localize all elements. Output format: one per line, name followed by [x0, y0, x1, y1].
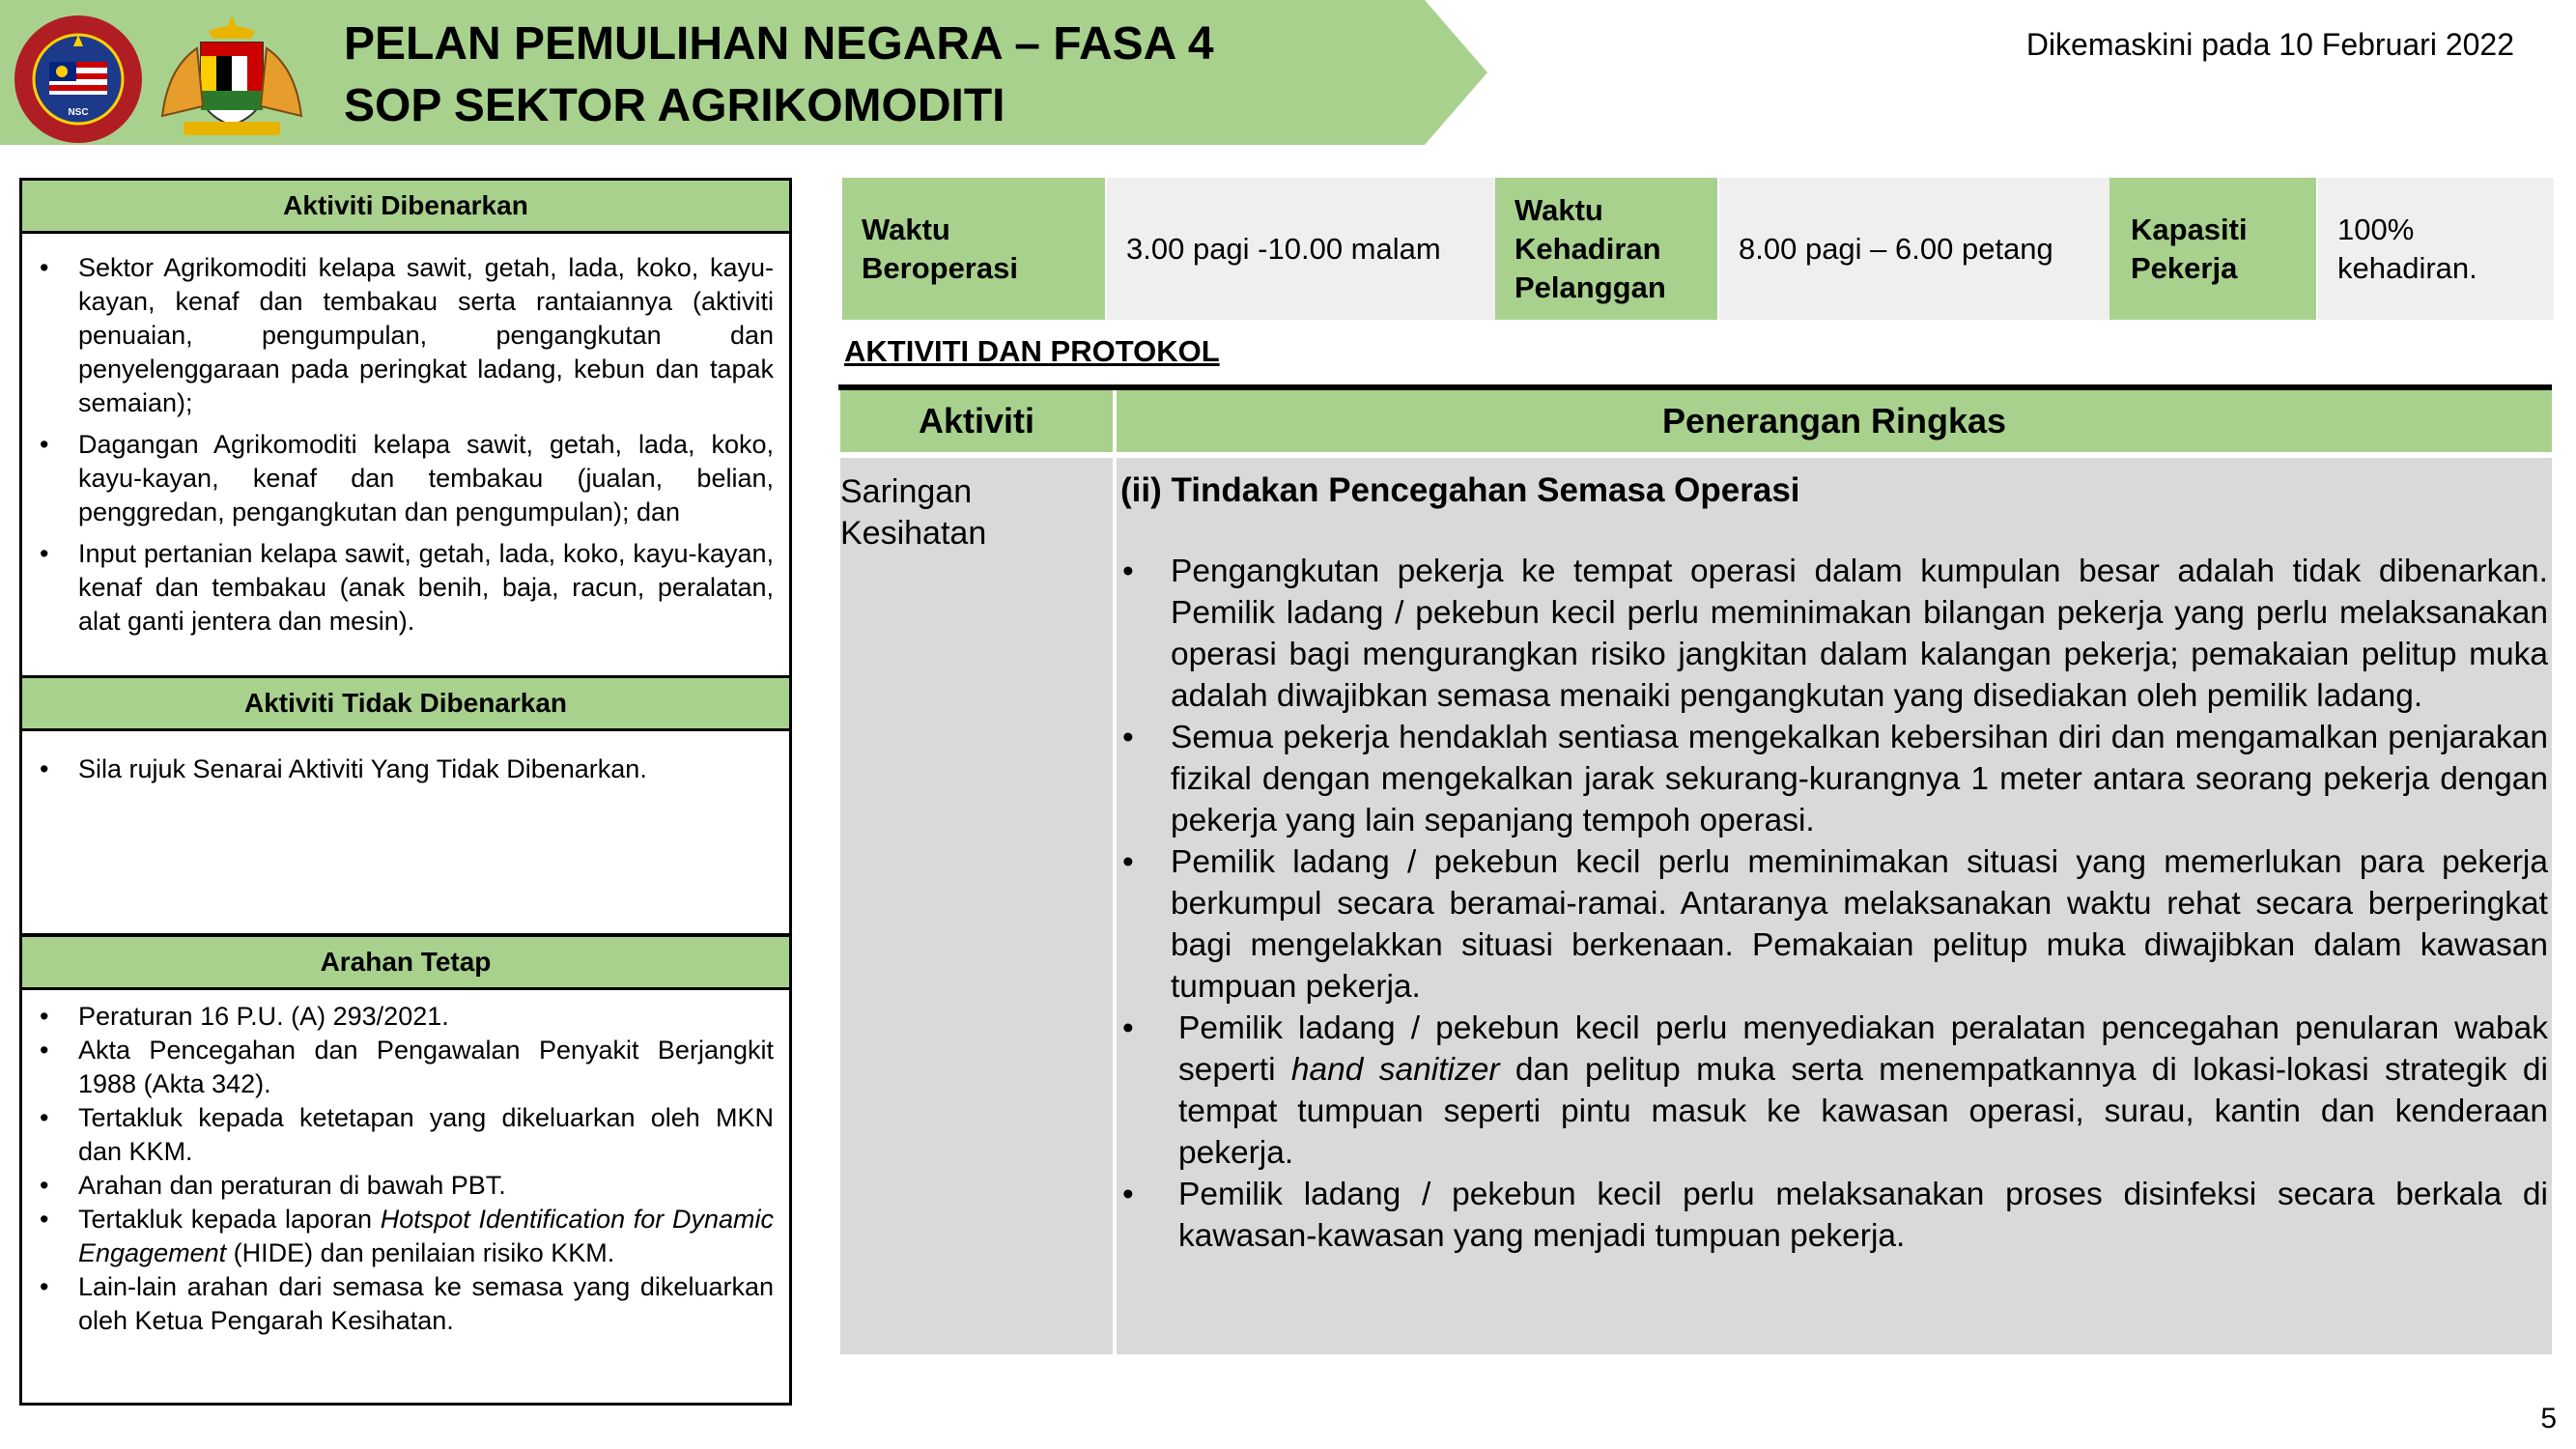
list-item: • Pemilik ladang / pekebun kecil perlu meminimakan situasi yang memerlukan para pekerja berkumpul secara beramai-ramai. Antaranya melaksanakan waktu rehat secara berperingkat bagi mengelakkan situasi berkenaan. Pemakaian pelitup muka diwajibkan dalam kawasan tumpuan pekerja.	[1171, 841, 2548, 1008]
list-item: • Akta Pencegahan dan Pengawalan Penyakit Berjangkit 1988 (Akta 342).	[78, 1034, 789, 1101]
list-item: • Tertakluk kepada ketetapan yang dikeluarkan oleh MKN dan KKM.	[78, 1101, 789, 1169]
nsc-logo	[6, 12, 151, 145]
description-list	[1120, 551, 2548, 1257]
allowed-activities-heading: Aktiviti Dibenarkan	[22, 181, 789, 234]
standing-directives-heading: Arahan Tetap	[22, 937, 789, 990]
description-subtitle: (ii) Tindakan Pencegahan Semasa Operasi	[1120, 471, 1800, 509]
malaysia-coat-of-arms-logo	[155, 10, 309, 145]
list-item: • Semua pekerja hendaklah sentiasa mengekalkan kebersihan diri dan mengamalkan penjarakan fizikal dengan mengekalkan jarak sekurang-kurangnya 1 meter antara seorang pekerja dengan pekerja yang lain sepanjang tempoh operasi.	[1171, 717, 2548, 841]
list-item: • Dagangan Agrikomoditi kelapa sawit, getah, lada, koko, kayu-kayan, kenaf dan tembakau (jualan, belian, penggredan, pengangkutan dan pengumpulan); dan	[78, 428, 789, 529]
list-item: • Arahan dan peraturan di bawah PBT.	[78, 1169, 789, 1203]
hand-sanitizer-italic-text: hand sanitizer	[1290, 1052, 1500, 1088]
list-item: • Sila rujuk Senarai Aktiviti Yang Tidak Dibenarkan.	[78, 753, 789, 786]
customer-hours-label: Waktu Kehadiran Pelanggan	[1495, 178, 1717, 320]
list-item-text: Tertakluk kepada laporan	[78, 1205, 381, 1234]
operating-hours-label: Waktu Beroperasi	[842, 178, 1105, 320]
list-item: • Peraturan 16 P.U. (A) 293/2021.	[78, 1000, 789, 1034]
updated-date: Dikemaskini pada 10 Februari 2022	[2025, 27, 2514, 62]
worker-capacity-value: 100% kehadiran.	[2318, 178, 2554, 320]
list-item: • Sektor Agrikomoditi kelapa sawit, getah, lada, koko, kayu-kayan, kenaf dan tembakau serta rantaiannya (aktiviti penuaian, pengumpulan, pengangkutan dan penyelenggaraan pada peringkat ladang, kebun dan tapak semaian);	[78, 251, 789, 420]
section-heading: AKTIVITI DAN PROTOKOL	[844, 334, 1220, 368]
page-title: PELAN PEMULIHAN NEGARA – FASA 4	[344, 18, 1214, 70]
list-item	[1171, 1008, 2548, 1174]
not-allowed-activities-box	[19, 675, 792, 936]
list-item-text: Pemilik ladang / pekebun kecil perlu menyediakan peralatan pencegahan penularan wabak seperti	[1178, 1010, 2548, 1088]
not-allowed-activities-list	[22, 731, 789, 786]
operating-hours-value: 3.00 pagi -10.00 malam	[1107, 178, 1495, 320]
standing-directives-list	[22, 990, 789, 1338]
column-header-activity: Aktiviti	[840, 390, 1113, 452]
list-item: • Pengangkutan pekerja ke tempat operasi dalam kumpulan besar adalah tidak dibenarkan. Pemilik ladang / pekebun kecil perlu meminimakan bilangan pekerja yang perlu melaksanakan operasi bagi mengurangkan risiko jangkitan dalam kalangan pekerja; pemakaian pelitup muka adalah diwajibkan semasa menaiki pengangkutan yang disediakan oleh pemilik ladang.	[1171, 551, 2548, 717]
list-item-text-tail: dan pelitup muka serta menempatkannya di lokasi-lokasi strategik di tempat tumpuan seperti pintu masuk ke kawasan operasi, surau, kantin dan kenderaan pekerja.	[1178, 1052, 2549, 1171]
column-header-description: Penerangan Ringkas	[1117, 390, 2552, 452]
hide-italic-text: Hotspot Identification for Dynamic Engagement	[78, 1205, 774, 1267]
allowed-activities-list	[22, 234, 789, 639]
list-item: • Pemilik ladang / pekebun kecil perlu melaksanakan proses disinfeksi secara berkala di kawasan-kawasan yang menjadi tumpuan pekerja.	[1171, 1174, 2548, 1257]
allowed-activities-box	[19, 178, 792, 678]
list-item-text-tail: (HIDE) dan penilaian risiko KKM.	[226, 1238, 615, 1267]
list-item	[78, 1203, 789, 1270]
page-subtitle: SOP SEKTOR AGRIKOMODITI	[344, 80, 1005, 131]
worker-capacity-label: Kapasiti Pekerja	[2109, 178, 2316, 320]
description-cell	[1117, 458, 2552, 1354]
list-item: • Input pertanian kelapa sawit, getah, lada, koko, kayu-kayan, kenaf dan tembakau (anak benih, baja, racun, peralatan, alat ganti jentera dan mesin).	[78, 537, 789, 639]
standing-directives-box	[19, 934, 792, 1406]
page-number: 5	[2540, 1403, 2557, 1435]
not-allowed-activities-heading: Aktiviti Tidak Dibenarkan	[22, 678, 789, 731]
list-item: • Lain-lain arahan dari semasa ke semasa yang dikeluarkan oleh Ketua Pengarah Kesihatan.	[78, 1270, 789, 1338]
customer-hours-value: 8.00 pagi – 6.00 petang	[1719, 178, 2109, 320]
svg-text:NSC: NSC	[68, 107, 89, 118]
activity-cell: Saringan Kesihatan	[840, 458, 1113, 1354]
